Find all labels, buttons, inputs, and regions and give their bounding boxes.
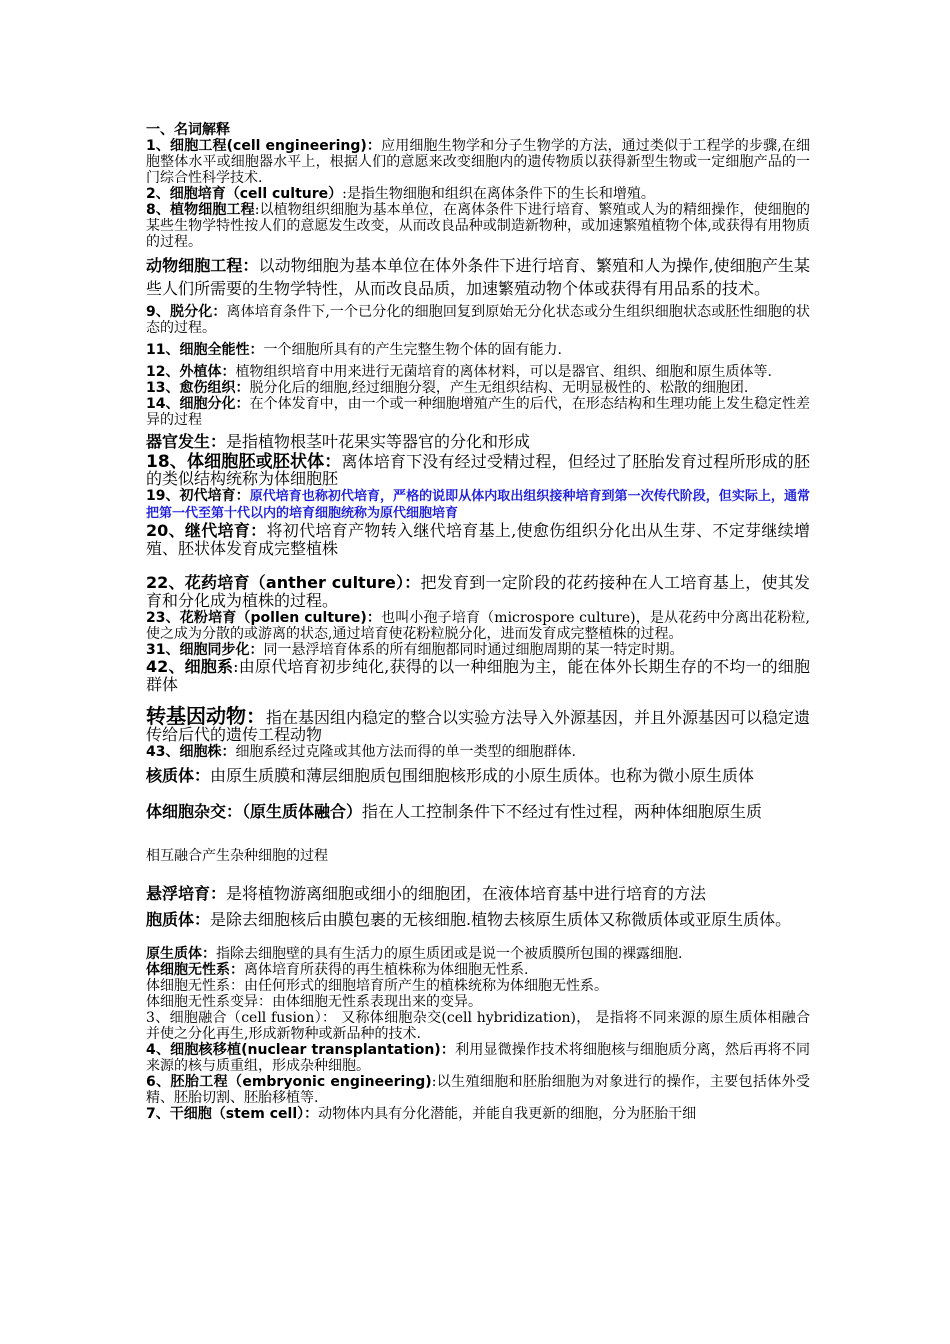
entry-20: 20、继代培育：将初代培育产物转入继代培育基上,使愈伤组织分化出从生芽、不定芽继续增殖、胚状体发育成完整植株 <box>146 521 810 558</box>
entry-organ: 器官发生：是指植物根茎叶花果实等器官的分化和形成 <box>146 432 531 451</box>
entry-6: 6、胚胎工程（embryonic engineering):以生殖细胞和胚胎细胞为对象进行的操作，主要包括体外受精、胚胎切割、胚胎移植等. <box>146 1074 811 1106</box>
entry-somatic-hybrid-cont: 相互融合产生杂种细胞的过程 <box>146 848 328 864</box>
entry-somaclone-2: 体细胞无性系：由任何形式的细胞培育所产生的植株统称为体细胞无性系。 <box>146 978 608 994</box>
document-page <box>146 122 810 1122</box>
entry-23: 23、花粉培育（pollen culture)：也叫小孢子培育（microspore culture)，是从花药中分离出花粉粒,使之成为分散的或游离的状态,通过培育使花粉粒脱分化，进而发育成完整植株的过程。 <box>146 610 810 642</box>
entry-suspension: 悬浮培育：是将植物游离细胞或细小的细胞团，在液体培育基中进行培育的方法 <box>146 884 707 903</box>
entry-somaclone: 体细胞无性系：离体培育所获得的再生植株称为体细胞无性系. <box>146 962 529 978</box>
entry-karyoplast: 核质体：由原生质膜和薄层细胞质包围细胞核形成的小原生质体。也称为微小原生质体 <box>146 766 755 785</box>
entry-43: 43、细胞株：细胞系经过克隆或其他方法而得的单一类型的细胞群体. <box>146 744 576 760</box>
entry-9: 9、脱分化：离体培育条件下,一个已分化的细胞回复到原始无分化状态或分生组织细胞状态或胚性细胞的状态的过程。 <box>146 304 810 336</box>
entry-somaclonal-variation: 体细胞无性系变异：由体细胞无性系表现出来的变异。 <box>146 994 482 1010</box>
entry-3: 3、细胞融合（cell fusion）： 又称体细胞杂交(cell hybridization)， 是指将不同来源的原生质体相融合并使之分化再生,形成新物种或新品种的技术. <box>146 1010 810 1042</box>
entry-somatic-hybrid: 体细胞杂交：（原生质体融合）指在人工控制条件下不经过有性过程，两种体细胞原生质 <box>146 802 763 821</box>
entry-31: 31、细胞同步化：同一悬浮培育体系的所有细胞都同时通过细胞周期的某一特定时期。 <box>146 642 684 658</box>
entry-14: 14、细胞分化：在个体发育中，由一个或一种细胞增殖产生的后代，在形态结构和生理功能上发生稳定性差异的过程 <box>146 396 810 428</box>
entry-4: 4、细胞核移植(nuclear transplantation)：利用显微操作技术将细胞核与细胞质分离，然后再将不同来源的核与质重组，形成杂种细胞。 <box>146 1042 810 1074</box>
entry-18: 18、体细胞胚或胚状体：离体培育下没有经过受精过程，但经过了胚胎发育过程所形成的胚的类似结构统称为体细胞胚 <box>146 452 810 488</box>
entry-animal-cell: 动物细胞工程：以动物细胞为基本单位在体外条件下进行培育、繁殖和人为操作,使细胞产生某些人们所需要的生物学特性，从而改良品质，加速繁殖动物个体或获得有用品系的技术。 <box>146 256 810 298</box>
entry-42: 42、细胞系:由原代培育初步纯化,获得的以一种细胞为主，能在体外长期生存的不均一的细胞群体 <box>146 657 810 694</box>
entry-8: 8、植物细胞工程:以植物组织细胞为基本单位，在离体条件下进行培育、繁殖或人为的精细操作，使细胞的某些生物学特性按人们的意愿发生改变，从而改良品种或制造新物种，或加速繁殖植物个体,或获得有用物质的过程。 <box>146 202 810 250</box>
entry-12: 12、外植体：植物组织培育中用来进行无菌培育的离体材料，可以是器官、组织、细胞和原生质体等. <box>146 364 772 380</box>
entry-cytoplast: 胞质体：是除去细胞核后由膜包裹的无核细胞.植物去核原生质体又称微质体或亚原生质体。 <box>146 910 792 929</box>
entry-transgenic: 转基因动物：指在基因组内稳定的整合以实验方法导入外源基因，并且外源基因可以稳定遗传给后代的遗传工程动物 <box>146 704 811 744</box>
entry-22: 22、花药培育（anther culture）：把发育到一定阶段的花药接种在人工培育基上，使其发育和分化成为植株的过程。 <box>146 573 810 610</box>
entry-2: 2、细胞培育（cell culture）:是指生物细胞和组织在离体条件下的生长和增殖。 <box>146 186 655 202</box>
entry-1: 1、细胞工程(cell engineering)：应用细胞生物学和分子生物学的方法，通过类似于工程学的步骤,在细胞整体水平或细胞器水平上，根据人们的意愿来改变细胞内的遗传物质以获得新型生物或一定细胞产品的一门综合性科学技术. <box>146 138 810 186</box>
entry-11: 11、细胞全能性：一个细胞所具有的产生完整生物个体的固有能力. <box>146 342 562 358</box>
entry-7: 7、干细胞（stem cell）：动物体内具有分化潜能，并能自我更新的细胞，分为胚胎干细 <box>146 1106 697 1122</box>
entry-protoplast: 原生质体：指除去细胞壁的具有生活力的原生质团或是说一个被质膜所包围的裸露细胞. <box>146 946 683 962</box>
entry-13: 13、愈伤组织：脱分化后的细胞,经过细胞分裂，产生无组织结构、无明显极性的、松散的细胞团. <box>146 380 749 396</box>
section-heading: 一、名词解释 <box>146 122 230 138</box>
entry-19: 19、初代培育：原代培育也称初代培育，严格的说即从体内取出组织接种培育到第一次传代阶段，但实际上，通常把第一代至第十代以内的培育细胞统称为原代细胞培育 <box>146 488 810 521</box>
